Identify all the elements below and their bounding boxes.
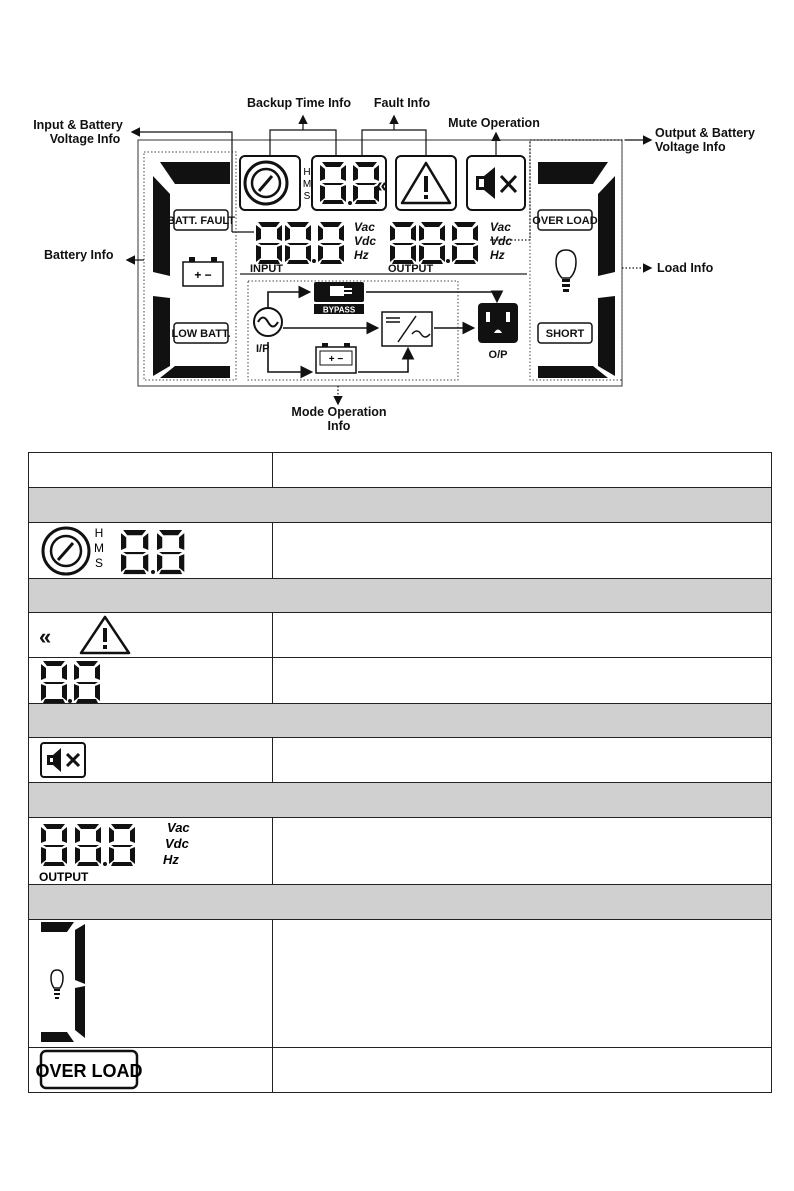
svg-text:OVER LOAD: OVER LOAD (35, 1061, 143, 1081)
svg-text:Vdc: Vdc (165, 836, 189, 851)
load-bulb-icon (556, 250, 576, 292)
table-row-over-load (29, 1048, 772, 1093)
batt-fault-label: BATT. FAULT (166, 215, 236, 227)
svg-text:Vac: Vac (490, 220, 511, 234)
input-voltage-digits (256, 222, 344, 264)
table-row-fault-warning (29, 613, 772, 658)
callout-input-battery-2: Voltage Info (49, 132, 121, 146)
svg-text:«: « (376, 175, 388, 197)
battery-icon (183, 257, 223, 286)
svg-text:Hz: Hz (490, 248, 505, 262)
svg-text:BYPASS: BYPASS (322, 305, 356, 315)
svg-text:Vac: Vac (167, 820, 190, 835)
bypass-icon (314, 282, 364, 315)
callout-mute: Mute Operation (448, 116, 540, 130)
callout-load-info: Load Info (657, 261, 714, 275)
svg-text:Vac: Vac (354, 220, 375, 234)
table-header-row (29, 453, 772, 488)
table-row-fault-code (29, 658, 772, 704)
fault-warning-icon (29, 613, 272, 657)
svg-text:S: S (303, 191, 311, 202)
over-load-label: OVER LOAD (532, 215, 598, 227)
mute-speaker-icon (29, 738, 272, 782)
svg-text:+ −: + − (328, 354, 344, 365)
svg-text:O/P: O/P (488, 349, 508, 361)
load-level-bars (538, 162, 615, 378)
svg-text:«: « (39, 624, 52, 649)
callout-mode-operation-2: Info (327, 419, 351, 433)
svg-text:I/P: I/P (256, 343, 270, 355)
output-label: OUTPUT (388, 263, 434, 275)
table-header-icon-cell (29, 453, 273, 488)
svg-text:H: H (94, 526, 104, 540)
callout-mode-operation-1: Mode Operation (291, 405, 387, 419)
mode-battery-icon (316, 343, 356, 373)
output-socket-icon (478, 303, 518, 343)
input-label: INPUT (250, 263, 283, 275)
low-batt-label: LOW BATT. (171, 328, 231, 340)
short-label: SHORT (545, 328, 585, 340)
callout-input-battery-1: Input & Battery (33, 118, 123, 132)
lcd-reference-table (28, 452, 772, 1093)
svg-text:Vdc: Vdc (354, 234, 377, 248)
section-row-load (29, 885, 772, 920)
table-header-description-cell (273, 453, 772, 488)
svg-text:S: S (94, 556, 104, 570)
backup-clock-icon (240, 156, 300, 210)
output-voltage-888-icon (29, 818, 272, 884)
callout-battery-info: Battery Info (44, 248, 114, 262)
callout-fault: Fault Info (373, 96, 431, 110)
backup-time-clock-88-icon (29, 523, 272, 578)
inverter-icon (382, 312, 432, 346)
section-row-fault (29, 579, 772, 613)
svg-text:Hz: Hz (354, 248, 369, 262)
svg-text:M: M (94, 541, 104, 555)
fault-code-88-icon (29, 658, 272, 703)
mute-speaker-icon (467, 156, 525, 210)
ac-input-icon (254, 308, 282, 336)
over-load-icon (29, 1048, 272, 1092)
load-level-bar-icon (29, 920, 272, 1047)
fault-warning-icon (396, 156, 456, 210)
svg-text:M: M (302, 179, 312, 190)
section-row-backup-time (29, 488, 772, 523)
table-row-output-voltage (29, 818, 772, 885)
svg-text:H: H (303, 167, 311, 178)
section-row-output (29, 783, 772, 818)
table-row-mute (29, 738, 772, 783)
table-row-backup-time (29, 523, 772, 579)
svg-text:Hz: Hz (163, 852, 179, 867)
ups-lcd-diagram (0, 0, 794, 440)
table-row-load-level (29, 920, 772, 1048)
svg-text:OUTPUT: OUTPUT (39, 870, 89, 884)
section-row-mute (29, 704, 772, 738)
callout-backup-time: Backup Time Info (247, 96, 351, 110)
callout-output-battery-2: Voltage Info (655, 140, 726, 154)
svg-text:Vdc: Vdc (490, 234, 513, 248)
callout-output-battery-1: Output & Battery (655, 126, 755, 140)
svg-text:+ −: + − (194, 268, 212, 282)
output-voltage-digits (390, 222, 478, 264)
